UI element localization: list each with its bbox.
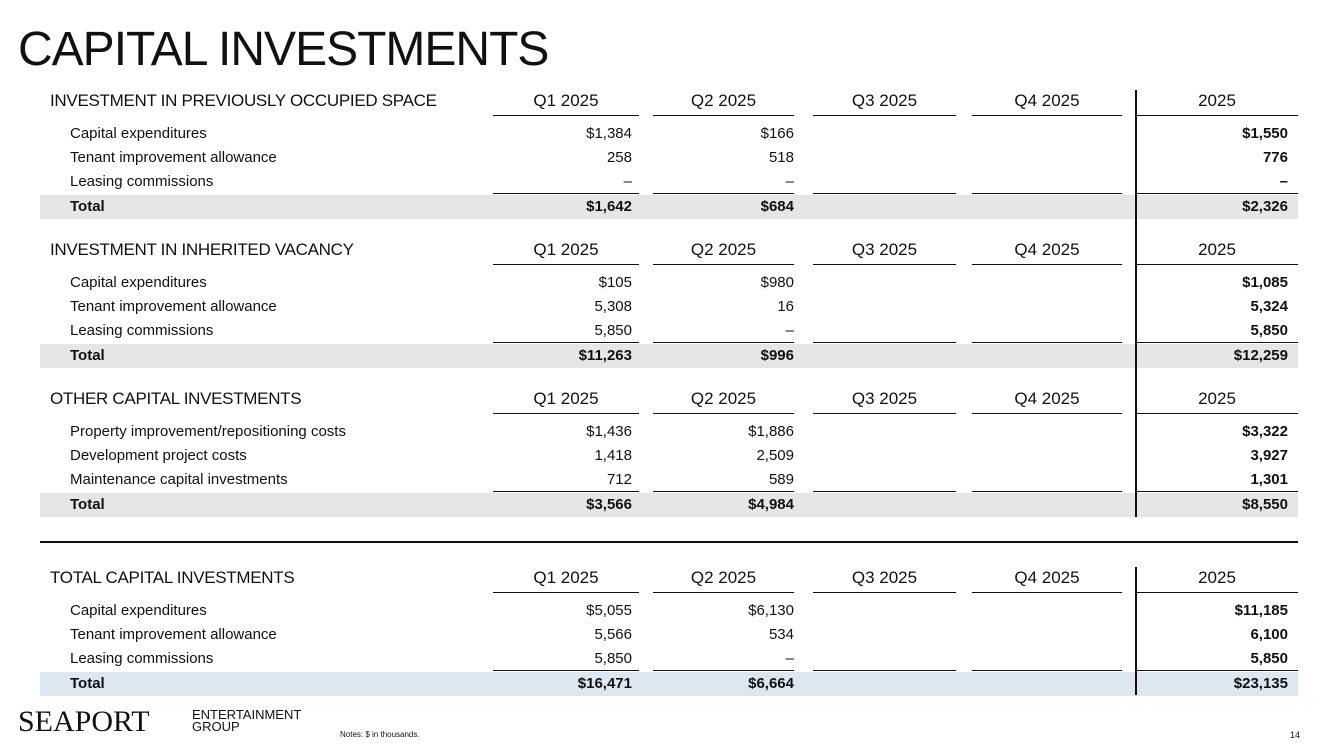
column-header-q1: Q1 2025: [493, 563, 639, 593]
page-title: CAPITAL INVESTMENTS: [18, 23, 549, 76]
cell-year-total: 5,850: [1136, 319, 1298, 343]
cell-q2: $980: [760, 274, 794, 291]
cell-q2: –: [653, 170, 794, 194]
cell-q1: 258: [606, 149, 632, 166]
page-number: 14: [1290, 730, 1301, 740]
cell-q2: 2,509: [756, 447, 794, 464]
cell-q1: 5,850: [493, 319, 639, 343]
cell-q3: [813, 170, 956, 194]
table-row: [40, 271, 1298, 295]
cell-q1: $5,055: [586, 602, 632, 619]
column-header-q3: Q3 2025: [813, 235, 956, 265]
year-column-divider: [1135, 90, 1137, 517]
cell-year-total: 1,301: [1136, 468, 1298, 492]
cell-year-total: 5,850: [1136, 647, 1298, 671]
total-q1: $16,471: [577, 675, 632, 692]
cell-q1: 5,566: [594, 626, 632, 643]
cell-year-total: 6,100: [1250, 626, 1288, 643]
cell-q1: 5,308: [594, 298, 632, 315]
cell-q2: –: [653, 647, 794, 671]
total-q2: $684: [760, 198, 794, 215]
section-header-row: [40, 384, 1298, 414]
cell-year-total: $3,322: [1242, 423, 1288, 440]
total-q1: $11,263: [578, 347, 632, 364]
row-label: Leasing commissions: [70, 650, 214, 667]
row-label: Tenant improvement allowance: [70, 149, 277, 166]
total-year: $2,326: [1242, 198, 1288, 215]
section-previously-occupied: [40, 86, 1298, 220]
table-row: [40, 647, 1298, 671]
cell-q2: 518: [768, 149, 794, 166]
total-label: Total: [70, 198, 105, 215]
table-row: [40, 146, 1298, 170]
footer-note: Notes: $ in thousands.: [340, 730, 420, 739]
cell-year-total: $11,185: [1234, 602, 1288, 619]
column-header-q1: Q1 2025: [493, 235, 639, 265]
cell-year-total: $1,550: [1242, 125, 1288, 142]
table-row: [40, 444, 1298, 468]
cell-q1: 712: [493, 468, 639, 492]
table-row: [40, 295, 1298, 319]
table-row: [40, 623, 1298, 647]
table-row: [40, 420, 1298, 444]
cell-q4: [972, 647, 1122, 671]
cell-year-total: $1,085: [1242, 274, 1288, 291]
cell-q2: 589: [653, 468, 794, 492]
section-heading: INVESTMENT IN INHERITED VACANCY: [50, 240, 354, 259]
cell-year-total: 3,927: [1250, 447, 1288, 464]
section-heading: TOTAL CAPITAL INVESTMENTS: [50, 568, 295, 587]
column-header-q3: Q3 2025: [813, 86, 956, 116]
table-row: [40, 170, 1298, 194]
column-header-q4: Q4 2025: [972, 563, 1122, 593]
column-header-q2: Q2 2025: [653, 235, 794, 265]
year-column-divider: [1135, 567, 1137, 695]
company-logo-subtitle: [192, 709, 301, 733]
total-year: $23,135: [1233, 675, 1288, 692]
column-header-q2: Q2 2025: [653, 86, 794, 116]
logo-sub-line1: ENTERTAINMENT: [192, 707, 302, 722]
section-header-row: [40, 563, 1298, 593]
total-q2: $996: [760, 347, 794, 364]
column-header-year: 2025: [1136, 563, 1298, 593]
logo-sub-line2: GROUP: [192, 719, 240, 734]
cell-year-total: –: [1136, 170, 1298, 194]
total-year: $12,259: [1233, 347, 1288, 364]
total-q1: $1,642: [586, 198, 632, 215]
column-header-q3: Q3 2025: [813, 563, 956, 593]
total-row: [40, 493, 1298, 517]
column-header-year: 2025: [1136, 384, 1298, 414]
column-header-q3: Q3 2025: [813, 384, 956, 414]
cell-q1: 1,418: [594, 447, 632, 464]
row-label: Maintenance capital investments: [70, 471, 288, 488]
cell-q2: 534: [768, 626, 794, 643]
column-header-q2: Q2 2025: [653, 384, 794, 414]
cell-q3: [813, 319, 956, 343]
cell-q1: 5,850: [493, 647, 639, 671]
column-header-q2: Q2 2025: [653, 563, 794, 593]
company-logo: SEAPORT: [18, 705, 150, 738]
row-label: Leasing commissions: [70, 173, 214, 190]
column-header-q1: Q1 2025: [493, 86, 639, 116]
section-header-row: [40, 235, 1298, 265]
total-row: [40, 672, 1298, 696]
total-label: Total: [70, 347, 105, 364]
column-header-year: 2025: [1136, 86, 1298, 116]
cell-q4: [972, 319, 1122, 343]
total-row: [40, 344, 1298, 368]
cell-q3: [813, 468, 956, 492]
cell-year-total: 5,324: [1250, 298, 1288, 315]
column-header-year: 2025: [1136, 235, 1298, 265]
total-q2: $4,984: [748, 496, 794, 513]
cell-year-total: 776: [1262, 149, 1288, 166]
total-row: [40, 195, 1298, 219]
table-row: [40, 599, 1298, 623]
total-year: $8,550: [1242, 496, 1288, 513]
row-label: Capital expenditures: [70, 125, 207, 142]
section-heading: OTHER CAPITAL INVESTMENTS: [50, 389, 302, 408]
row-label: Property improvement/repositioning costs: [70, 423, 346, 440]
cell-q2: $6,130: [748, 602, 794, 619]
cell-q2: $1,886: [748, 423, 794, 440]
section-inherited-vacancy: [40, 235, 1298, 369]
section-heading: INVESTMENT IN PREVIOUSLY OCCUPIED SPACE: [50, 91, 437, 110]
total-q2: $6,664: [748, 675, 794, 692]
cell-q4: [972, 170, 1122, 194]
table-row: [40, 468, 1298, 492]
table-row: [40, 122, 1298, 146]
cell-q1: $1,436: [586, 423, 632, 440]
cell-q2: 16: [777, 298, 794, 315]
cell-q3: [813, 647, 956, 671]
row-label: Capital expenditures: [70, 602, 207, 619]
row-label: Leasing commissions: [70, 322, 214, 339]
cell-q1: $1,384: [586, 125, 632, 142]
column-header-q1: Q1 2025: [493, 384, 639, 414]
cell-q2: $166: [760, 125, 794, 142]
table-row: [40, 319, 1298, 343]
row-label: Tenant improvement allowance: [70, 298, 277, 315]
row-label: Tenant improvement allowance: [70, 626, 277, 643]
row-label: Development project costs: [70, 447, 247, 464]
section-other-capital: [40, 384, 1298, 518]
section-divider: [40, 541, 1298, 543]
cell-q2: –: [653, 319, 794, 343]
column-header-q4: Q4 2025: [972, 86, 1122, 116]
column-header-q4: Q4 2025: [972, 235, 1122, 265]
total-label: Total: [70, 675, 105, 692]
total-q1: $3,566: [586, 496, 632, 513]
total-label: Total: [70, 496, 105, 513]
row-label: Capital expenditures: [70, 274, 207, 291]
cell-q1: $105: [598, 274, 632, 291]
section-header-row: [40, 86, 1298, 116]
column-header-q4: Q4 2025: [972, 384, 1122, 414]
section-total-capital: [40, 563, 1298, 697]
cell-q4: [972, 468, 1122, 492]
cell-q1: –: [493, 170, 639, 194]
